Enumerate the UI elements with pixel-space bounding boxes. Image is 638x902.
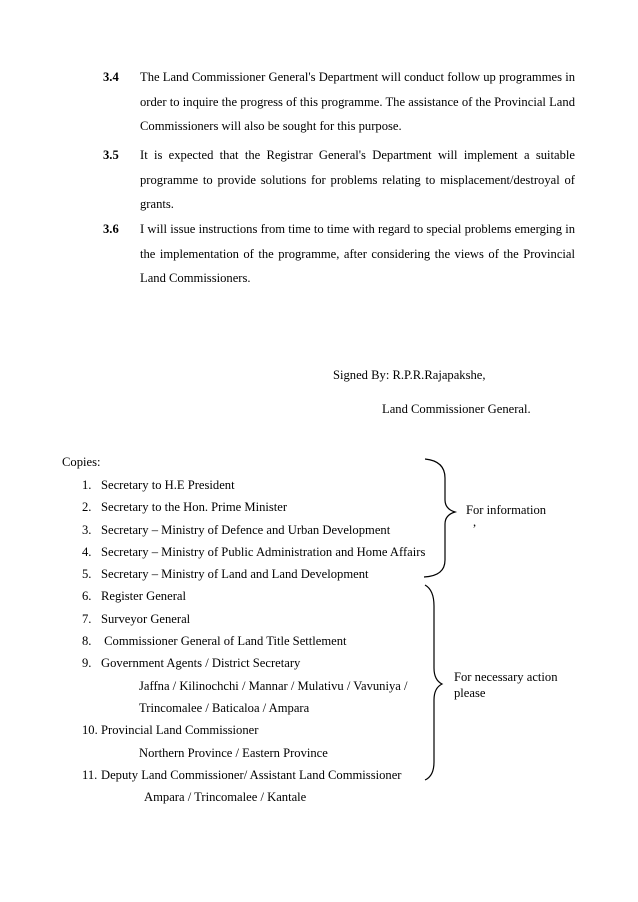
list-subitem: Trincomalee / Baticaloa / Ampara bbox=[139, 700, 310, 715]
list-item: 9. Government Agents / District Secretary bbox=[82, 656, 301, 671]
list-item: 4. Secretary – Ministry of Public Administration and Home Affairs bbox=[82, 544, 426, 559]
note-action-line2: please bbox=[454, 686, 486, 700]
list-item: 11. Deputy Land Commissioner/ Assistant Land Commissioner bbox=[82, 767, 402, 782]
paragraph-number: 3.4 bbox=[103, 70, 119, 84]
paragraph-text: The Land Commissioner General's Department will conduct follow up programmes in order to inquire the progress of this programme. The assistance of the Provincial Land Commissioners will also be sought for this purpose. bbox=[140, 70, 575, 133]
signed-by: Signed By: R.P.R.Rajapakshe, bbox=[333, 368, 486, 382]
list-item: 1. Secretary to H.E President bbox=[82, 478, 235, 492]
list-subitem: Northern Province / Eastern Province bbox=[139, 745, 328, 760]
note-action-line1: For necessary action bbox=[454, 670, 558, 684]
note-for-information: For information bbox=[466, 503, 547, 517]
list-subitem: Jaffna / Kilinochchi / Mannar / Mulativu / Vavuniya / bbox=[139, 678, 408, 693]
list-item: 5. Secretary – Ministry of Land and Land Development bbox=[82, 567, 369, 582]
paragraph-text: I will issue instructions from time to time with regard to special problems emerging in the implementation of the programme, after considering the views of the Provincial Land Commissioners. bbox=[140, 222, 575, 285]
paragraph-text: It is expected that the Registrar General's Department will implement a suitable programme to provide solutions for problems relating to misplacement/destroyal of grants. bbox=[140, 148, 575, 211]
brace-action bbox=[425, 585, 442, 780]
signatory-title: Land Commissioner General. bbox=[382, 402, 531, 416]
list-subitem: Ampara / Trincomalee / Kantale bbox=[144, 790, 307, 805]
list-item: 6. Register General bbox=[82, 589, 186, 604]
list-item: 2. Secretary to the Hon. Prime Minister bbox=[82, 500, 288, 515]
copies-heading: Copies: bbox=[62, 455, 101, 469]
brace-info bbox=[424, 459, 455, 577]
paragraph-number: 3.6 bbox=[103, 222, 119, 236]
list-item: 7. Surveyor General bbox=[82, 611, 191, 626]
list-item: 10. Provincial Land Commissioner bbox=[82, 723, 259, 738]
paragraph-number: 3.5 bbox=[103, 148, 119, 162]
note-mark: , bbox=[473, 515, 477, 529]
list-item: 8. Commissioner General of Land Title Settlement bbox=[82, 634, 347, 649]
list-item: 3. Secretary – Ministry of Defence and Urban Development bbox=[82, 522, 391, 537]
